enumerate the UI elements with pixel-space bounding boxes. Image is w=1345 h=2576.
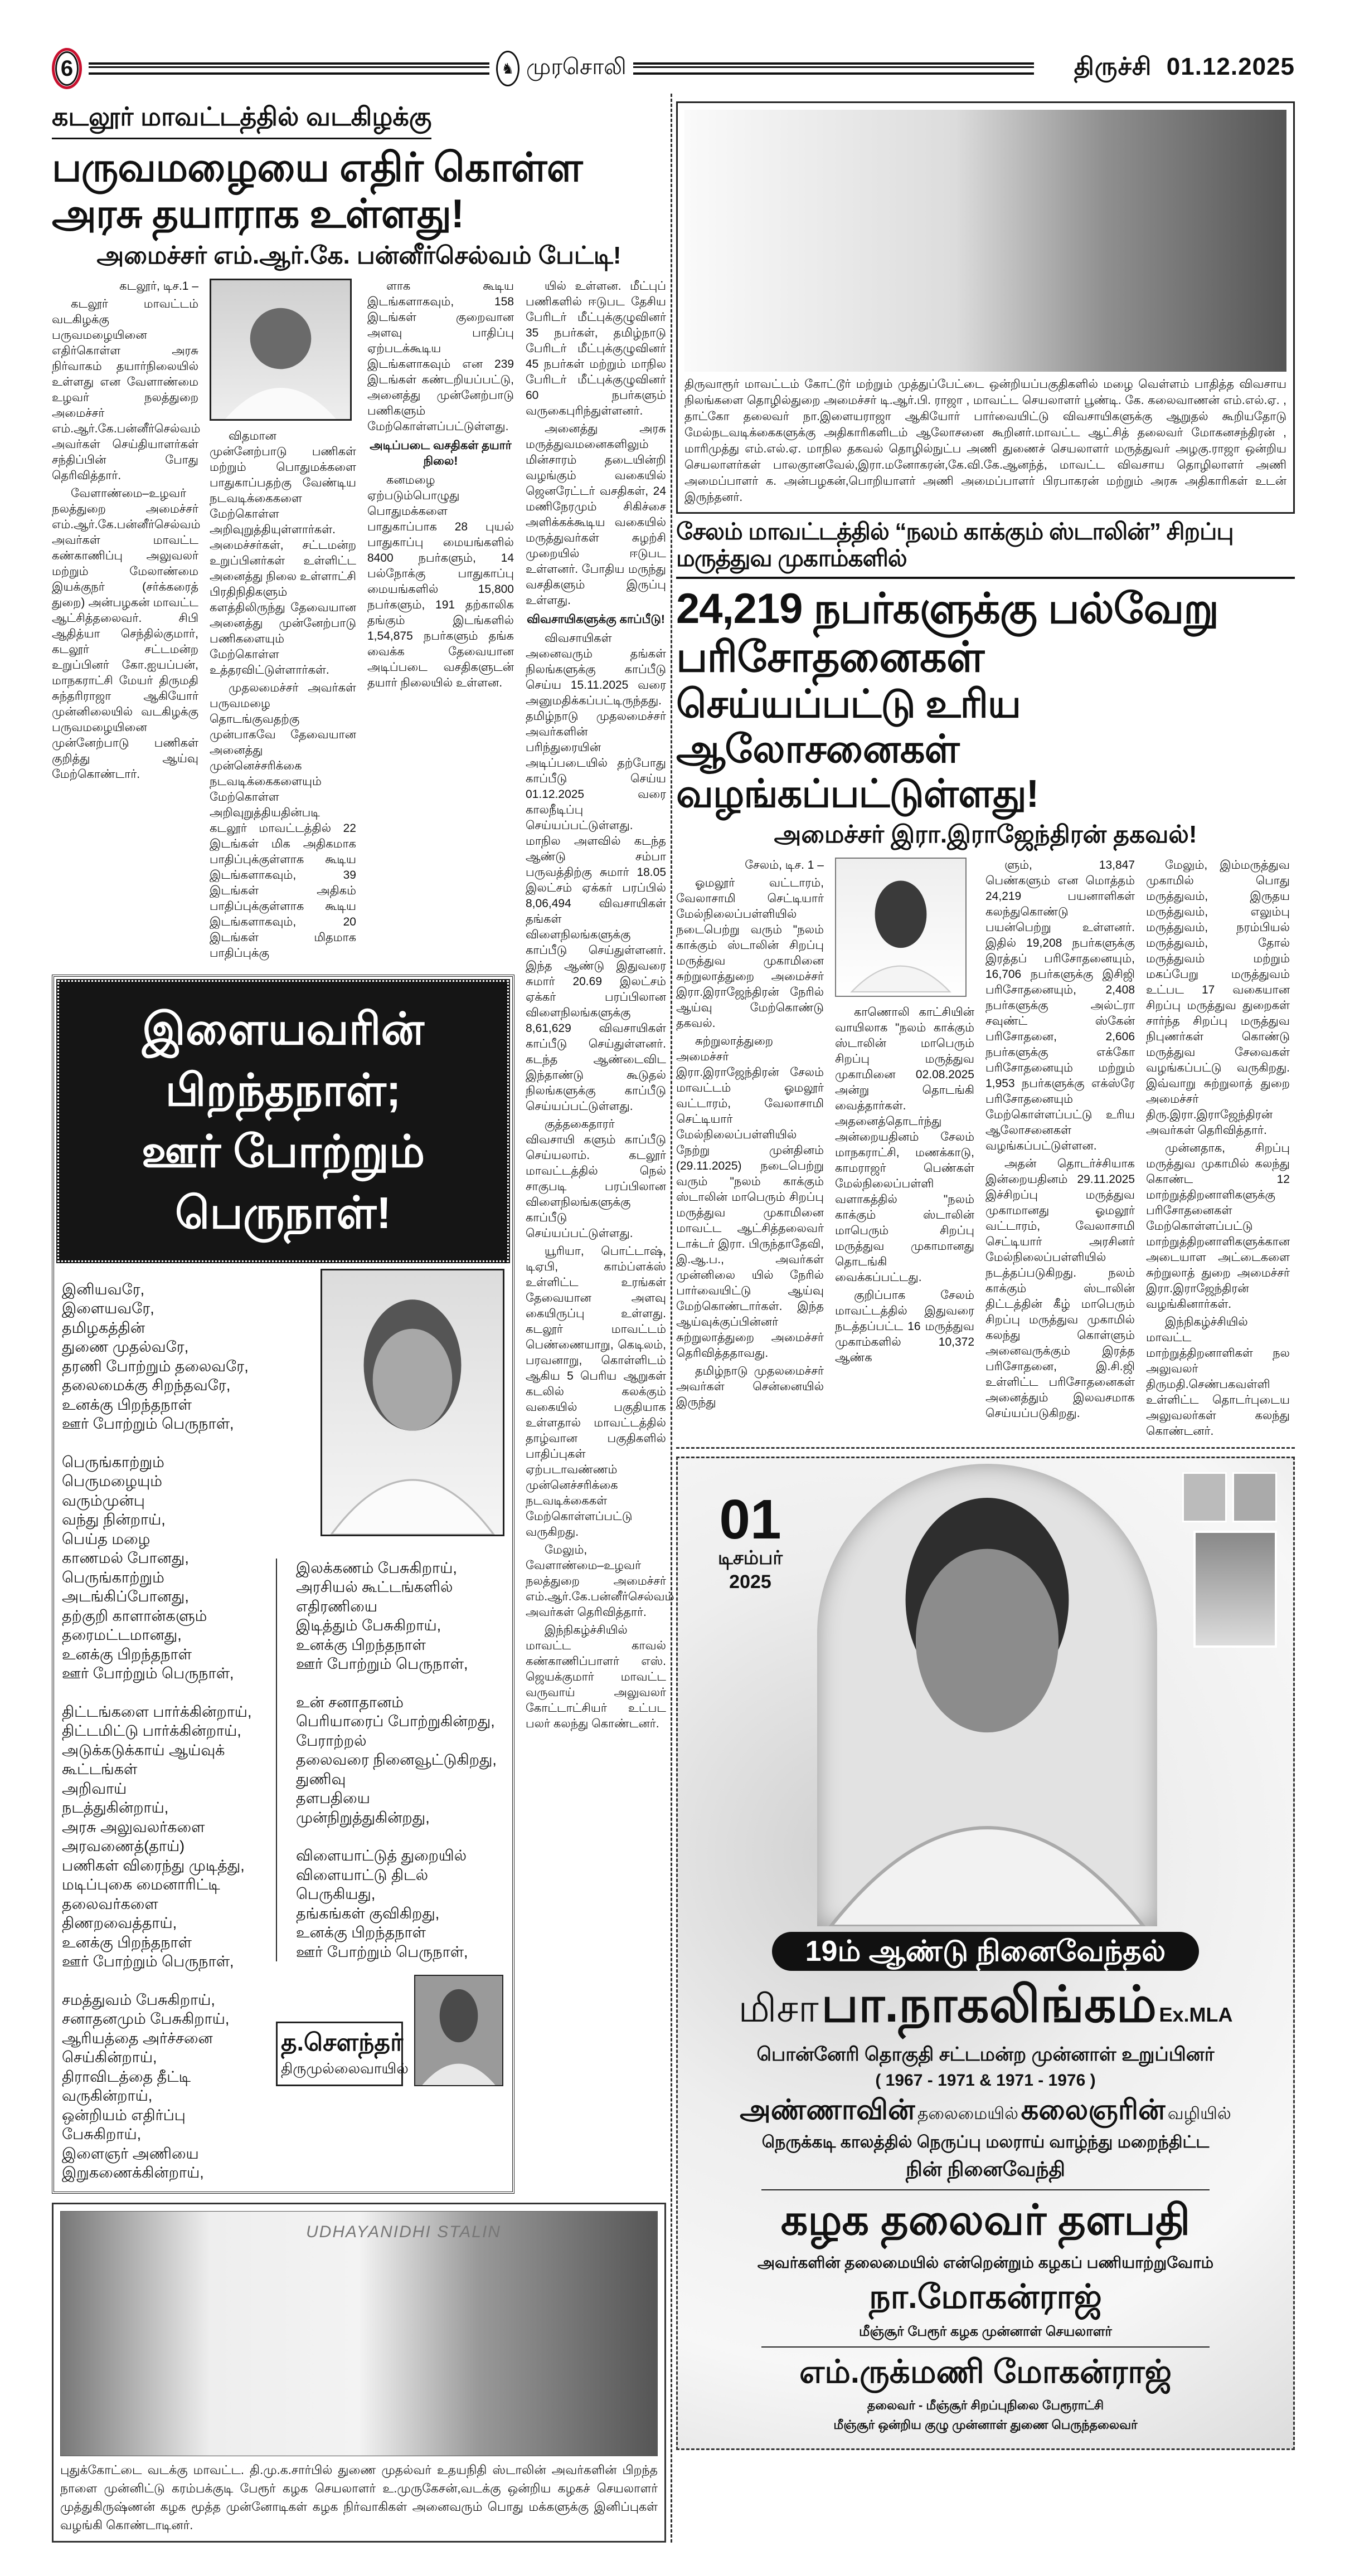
memorial-ad: [676, 1457, 1295, 2450]
header-rule-right: [633, 62, 1034, 75]
udhayanidhi-portrait: [321, 1269, 504, 1536]
article-paragraph: கனமழை ஏற்படும்பொழுது பொதுமக்களை பாதுகாப்பாக 28 புயல் பாதுகாப்பு மையங்களில் 8400 நபர்களும், 14 பல்நோக்கு பாதுகாப்பு மையங்களில் 15,800 நபர்களும், 191 தற்காலிக தங்கும் இடங்களில் 1,54,875 நபர்களும் தங்க வைக்க தேவையான அடிப்படை வசதிகளுடன் தயார் நிலையில் உள்ளன.: [367, 473, 514, 689]
poem-line: பெரியாரைப் போற்றுகின்றது,: [296, 1713, 495, 1730]
photo-banner-text: UDHAYANIDHI STALIN: [306, 2222, 501, 2241]
cuddalore-subtitle: அமைச்சர் எம்.ஆர்.கே. பன்னீர்செல்வம் பேட்டி!: [96, 241, 621, 269]
poem-line: அரவணைத்(தாய்): [62, 1838, 185, 1855]
poem-line: அரசியல் கூட்டங்களில்: [296, 1579, 453, 1596]
article-paragraph: அதன் தொடர்ச்சியாக இன்றையதினம் 29.11.2025 இச்சிறப்பு மருத்துவ முகாமானது ஓமலூர் வட்டாரம், வேலாசாமி செட்டியார் அரசினர் மேல்நிலைப்பள்ளியில் நடத்தப்படுகிறது. நலம் காக்கும் ஸ்டாலின் திட்டத்தின் கீழ் மாபெரும் சிறப்பு மருத்துவ முகாமில் கலந்து கொள்ளும் அனைவருக்கும் இரத்த பரிசோதனை, இ.சி.ஜி உள்ளிட்ட பரிசோதனைகள் அனைத்தும் இலவசமாக செய்யப்படுகிறது.: [985, 1157, 1135, 1420]
poem-line: நடத்துகின்றாய்,: [62, 1799, 169, 1817]
salem-headline-line1: 24,219 நபர்களுக்கு பல்வேறு பரிசோதனைகள்: [676, 585, 1218, 681]
sponsor2-title2: மீஞ்சூர் ஒன்றிய குழு முன்னாள் துணை பெருந்தலைவர்: [833, 2417, 1138, 2432]
left-body: [52, 279, 674, 2194]
signatory-box: [276, 2022, 409, 2086]
page-header: [52, 49, 1295, 88]
cuddalore-columns: [52, 279, 514, 963]
poem-line: தமிழகத்தின்: [62, 1319, 145, 1336]
poem-line: வரும்முன்பு: [62, 1492, 145, 1509]
poem-line: தங்கங்கள் குவிகிறது,: [296, 1905, 440, 1922]
poem-line: அறிவாய்: [62, 1780, 127, 1797]
poem-line: உனக்கு பிறந்தநாள்: [62, 1934, 192, 1951]
periyar-photo: [1182, 1472, 1227, 1522]
poem-line: தரணி போற்றும் தலைவரே,: [62, 1357, 249, 1375]
article-paragraph: குறிப்பாக சேலம் மாவட்டத்தில் இதுவரை நடத்தப்பட்ட 16 மருத்துவ முகாம்களில் 10,372 ஆண்க: [835, 1288, 974, 1364]
article-paragraph: வேளாண்மை–உழவர் நலத்துறை அமைச்சர் எம்.ஆர்.கே.பன்னீர்செல்வம் அவர்கள் மாவட்ட கண்காணிப்பு அலுவலர் மற்றும் மேலாண்மை இயக்குநர் (சர்க்கரைத் துறை) அன்பழகன் மாவட்ட ஆட்சித்தலைவர். சிபி ஆதித்யா செந்தில்குமார், கடலூர் சட்டமன்ற உறுப்பினர் கோ.ஐயப்பன், மாநகராட்சி மேயர் திருமதி சுந்தரிராஜா ஆகியோர் முன்னிலையில் வடகிழக்கு பருவமழையினை முன்னேற்பாடு பணிகள் குறித்து ஆய்வு மேற்கொண்டார்.: [52, 486, 201, 781]
leadership-text: தலைமையில்: [917, 2104, 1018, 2123]
birthday-banner-line2: ஊர் போற்றும் பெருநாள்!: [141, 1126, 425, 1238]
anniversary-banner: 19ம் ஆண்டு நினைவேந்தல்: [772, 1932, 1199, 1971]
poem-line: விளையாட்டு திடல் பெருகியது,: [296, 1866, 429, 1903]
name-suffix: Ex.MLA: [1159, 2003, 1233, 2026]
salem-column-4: [1146, 858, 1290, 1442]
portrait-silhouette-icon: [817, 1464, 1157, 1926]
anna-text: அண்ணாவின்: [740, 2093, 915, 2125]
poem-line: பேராற்றல்: [296, 1732, 367, 1749]
signatory-place: திருமுல்லைவாயில்: [281, 2060, 409, 2077]
poem-line: உன் சனாதானம்: [296, 1693, 404, 1711]
salem-column-2-wrap: [835, 858, 974, 1368]
edition-name: திருச்சி: [1074, 53, 1152, 80]
poem-line: ஊர் போற்றும் பெருநாள்,: [62, 1665, 234, 1682]
left-main: [52, 279, 514, 2194]
memorial-role: பொன்னேரி தொகுதி சட்டமன்ற முன்னாள் உறுப்பினர்: [756, 2043, 1215, 2065]
birthday-ad-body: [57, 1262, 509, 2188]
birthday-celebration-photo: [60, 2211, 658, 2456]
sponsor2-title1: தலைவர் - மீஞ்சூர் சிறப்புநிலை பேரூராட்சி: [867, 2398, 1104, 2412]
poem-line: ஊர் போற்றும் பெருநாள்,: [296, 1943, 468, 1960]
memorial-years: ( 1967 - 1971 & 1971 - 1976 ): [875, 2071, 1096, 2090]
poem-line: இறுகணைக்கின்றாய்,: [62, 2164, 204, 2181]
poem-line: துணை முதல்வரே,: [62, 1338, 189, 1356]
sponsor1-name: நா.மோகன்ராஜ்: [869, 2277, 1102, 2315]
poem-line: துணிவு: [296, 1770, 346, 1788]
poem-line: சமத்துவம் பேசுகிறாய்,: [62, 1991, 215, 2008]
flood-inspection-caption: திருவாரூர் மாவட்டம் கோட்டூர் மற்றும் முத்துப்பேட்டை ஒன்றியப்பகுதிகளில் மழை வெள்ளம் பாதித்த விவசாய நிலங்களை தொழில்துறை அமைச்சர் டி.ஆர்.பி. ராஜா , மாவட்ட செயலாளர் பூண்டி. கே. கலைவாணன் எம்.எல்.ஏ. , தாட்கோ தலைவர் நா.இளையராஜா ஆகியோர் பார்வையிட்டு விவசாயிகளுக்கு ஆறுதல் கூறியதோடு மேல்நடவடிக்கைகளுக்கு அதிகாரிகளிடம் ஆலோசனை கூறினர்.மாவட்ட ஆட்சித் தலைவர் மோகனசந்திரன் , மாரிமுத்து எம்.எல்.ஏ. மாநில தகவல் தொழில்நுட்ப அணி துணைச் செயலாளர் மருத்துவர் அழகு.ராஜா ஒன்றிய செயலாளர்கள் பாலகுானவேல்,இரா.மனோகரன்,கே.வி.கே.ஆனந்த், மாவட்ட விவசாய தொழிலாளர் அணி அமைப்பாளர் க. அன்பழகன்,பொறியாளர் அணி அமைப்பாளர் பிரபாகரன் மற்றும் அரசு அதிகாரிகள் உடன் இருந்தனர்.: [684, 378, 1286, 504]
portrait-silhouette-icon: [836, 859, 965, 996]
article-paragraph: யில் உள்ளன. மீட்புப் பணிகளில் ஈடுபட தேசிய பேரிடர் மீட்புக்குழுவினர் 35 நபர்கள், தமிழ்நாடு பேரிடர் மீட்புக்குழுவினர் 45 நபர்கள் மற்றும் மாநில பேரிடர் மீட்புக்குழுவினர் 60 நபர்களும் வருகைபுரிந்துள்ளனர்.: [526, 279, 666, 417]
poem-line: ஒன்றியம் எதிர்ப்பு பேசுகிறாய்,: [62, 2106, 186, 2143]
stanza-gap: [296, 1827, 504, 1846]
poem-line: கூட்டங்கள்: [62, 1761, 138, 1778]
poem-line: அரசு அலுவலர்களை: [62, 1818, 205, 1835]
kalaignar-text: கலைஞரின்: [1021, 2093, 1166, 2125]
article-paragraph: இந்நிகழ்ச்சியில் மாவட்ட மாற்றுத்திறனாளிகள் நல அலுவலர் திருமதி.செண்பகவள்ளி உள்ளிட்ட தொடர்புடைய அலுவலர்கள் கலந்து கொண்டனர்.: [1146, 1315, 1290, 1438]
poem-line: செய்கின்றாய்,: [62, 2049, 157, 2066]
cuddalore-column-2: [210, 428, 356, 961]
name-prefix: மிசா: [738, 1986, 819, 2030]
poem-line: எதிரணியை: [296, 1598, 377, 1615]
salem-kicker: சேலம் மாவட்டத்தில் “நலம் காக்கும் ஸ்டாலின்” சிறப்பு மருத்துவ முகாம்களில்: [676, 518, 1295, 579]
memorial-ad-artwork: [678, 1458, 1293, 1932]
poem-line: பெருமழையும்: [62, 1473, 163, 1490]
poem-line: இளையவரே,: [62, 1300, 154, 1317]
stanza-gap: [62, 1683, 268, 1702]
portrait-silhouette-icon: [322, 1270, 503, 1535]
portrait-silhouette-icon: [415, 1976, 502, 2085]
stanza-gap: [62, 1971, 268, 1990]
memorial-name: பா.நாகலிங்கம்: [821, 1976, 1157, 2033]
birthday-celebration-caption: புதுக்கோட்டை வடக்கு மாவட்ட. தி.மு.க.சார்பில் துணை முதல்வர் உதயநிதி ஸ்டாலின் அவர்களின் பிறந்த நாளை முன்னிட்டு கரம்பக்குடி பேரூர் கழக செயலாளர் உ.முருகேசன்,வடக்கு ஒன்றிய கழகச் செயலாளர் முத்துகிருஷ்ணன் கழக மூத்த முன்னோடிகள் கழக நிர்வாகிகள் அனைவரும் பொது மக்களுக்கு இனிப்புகள் வழங்கி கொண்டாடினர்.: [60, 2462, 658, 2532]
poem-line: திட்டமிட்டு பார்க்கின்றாய்,: [62, 1722, 241, 1740]
article-subhead: அடிப்படை வசதிகள் தயார் நிலை!: [370, 439, 512, 468]
flood-inspection-photo-box: [676, 101, 1295, 514]
page-number-badge: [52, 48, 82, 89]
poem-line: ஆரியத்தை அர்ச்சனை: [62, 2029, 213, 2047]
salem-columns: [676, 858, 1295, 1442]
issue-date: 01.12.2025: [1166, 53, 1295, 80]
cuddalore-column-1: [52, 279, 201, 785]
stanza-gap: [62, 1434, 268, 1453]
poem-line: உனக்கு பிறந்தநாள்: [296, 1636, 426, 1653]
article-paragraph: ளாக கூடிய இடங்களாகவும், 158 இடங்கள் குறைவான அளவு பாதிப்பு ஏற்படக்கூடிய இடங்களாகவும் என 239 இடங்கள் கண்டறியப்பட்டு, அனைத்து முன்னேற்பாடு பணிகளும் மேற்கொள்ளப்பட்டுள்ளது.: [367, 279, 514, 433]
page-body: [52, 94, 1295, 2543]
birthday-banner-line1: இளையவரின் பிறந்தநாள்;: [142, 1004, 424, 1115]
article-paragraph: அனைத்து அரசு மருத்துவமனைகளிலும் மின்சாரம் தடையின்றி வழங்கும் வகையில் ஜெனரேட்டர் வசதிகள், 24 மணிநேரமும் சிகிச்சை அளிக்கக்கூடிய வகையில் மருத்துவர்கள் சுழற்சி முறையில் ஈடுபட உள்ளனர். போதிய மருந்து வசதிகளும் இருப்பு உள்ளது.: [526, 422, 666, 607]
article-paragraph: சுற்றுலாத்துறை அமைச்சர் இரா.இராஜேந்திரன் சேலம் மாவட்டம் ஓமலூர் வட்டாரம், வேலாசாமி செட்டியார் மேல்நிலைப்பள்ளியில் நேற்று முன்தினம் (29.11.2025) நடைபெற்று வரும் "நலம் காக்கும் ஸ்டாலின் மாபெரும் சிறப்பு மருத்துவ முகாமினை மாவட்ட ஆட்சித்தலைவர் டாக்டர் இரா. பிருந்தாதேவி, இ.ஆ.ப., அவர்கள் முன்னிலை யில் நேரில் பார்வையிட்டு ஆய்வு மேற்கொண்டார்கள். இந்த ஆய்வுக்குப்பின்னர் சுற்றுலாத்துறை அமைச்சர் தெரிவித்ததாவது.: [676, 1034, 824, 1360]
salem-column-1: [676, 858, 824, 1413]
article-paragraph: கடலூர் மாவட்டம் வடகிழக்கு பருவமழையினை எதிர்கொள்ள அரசு நிர்வாகம் தயார்நிலையில் உள்ளது என வேளாண்மை உழவர் நலத்துறை அமைச்சர் எம்.ஆர்.கே.பன்னீர்செல்வம் அவர்கள் செய்தியாளர்கள் சந்திப்பின் போது தெரிவித்தார்.: [52, 297, 201, 482]
birthday-greeting-ad: [52, 975, 514, 2194]
memorial-month: டிசம்பர்: [717, 1547, 783, 1569]
cuddalore-column-3: [367, 279, 514, 693]
poem-line: வருகின்றாய்,: [62, 2087, 153, 2105]
memorial-leader: கழக தலைவர் தளபதி: [780, 2196, 1191, 2244]
poem-line: உனக்கு பிறந்தநாள்: [62, 1396, 192, 1413]
minister-rajendran-photo: [835, 858, 967, 997]
poem-line: உனக்கு பிறந்தநாள்: [62, 1645, 192, 1663]
page-number: 6: [60, 56, 74, 81]
salem-column-2: [835, 1005, 974, 1366]
left-half: [52, 94, 674, 2543]
nagalingam-portrait: [817, 1464, 1157, 1926]
poem-line: திட்டங்களை பார்க்கின்றாய்,: [62, 1703, 252, 1720]
poem-line: விளையாட்டுத் துறையில்: [296, 1847, 467, 1864]
kalaignar-photo: [1193, 1531, 1277, 1648]
article-paragraph: யூரியா, பொட்டாஷ், டிஏபி, காம்ப்ளக்ஸ் உள்ளிட்ட உரங்கள் தேவையான அளவு கையிருப்பு உள்ளது. கடலூர் மாவட்டம் பெண்ணையாறு, கெடிலம், பரவனாறு, கொள்ளிடம் ஆகிய 5 பெரிய ஆறுகள் கடலில் கலக்கும் வகையில் பகுதியாக உள்ளதால் மாவட்டத்தில் தாழ்வான பகுதிகளில் பாதிப்புகள் ஏற்படாவண்ணம் முன்னெச்சரிக்கை நடவடிக்கைகள் மேற்கொள்ளப்பட்டு வருகிறது.: [526, 1244, 666, 1538]
memorial-tribute-end: நின் நினைவேந்தி: [905, 2157, 1066, 2180]
poem-line: திராவிடத்தை தீட்டி: [62, 2068, 191, 2085]
cuddalore-column-2-wrap: [210, 279, 356, 963]
cuddalore-kicker: கடலூர் மாவட்டத்தில் வடகிழக்கு: [52, 101, 431, 139]
page-column-divider: [671, 94, 672, 2543]
memorial-date: [700, 1488, 800, 1593]
cuddalore-column-4: [526, 279, 674, 1734]
poem-line: தலைவர்களை திணறவைத்தாய்,: [62, 1895, 177, 1932]
poem-line: மடிப்புகை மைனாரிட்டி: [62, 1876, 220, 1893]
article-paragraph: மேலும், வேளாண்மை–உழவர் நலத்துறை அமைச்சர் எம்.ஆர்.கே.பன்னீர்செல்வம் அவர்கள் தெரிவித்தார்.: [526, 1543, 674, 1619]
memorial-name-line: [700, 1976, 1271, 2041]
poem-line: ஊர் போற்றும் பெருநாள்,: [62, 1953, 234, 1970]
sponsor2-name: எம்.ருக்மணி மோகன்ராஜ்: [799, 2353, 1172, 2390]
article-paragraph: விவசாயிகள் அனைவரும் தங்கள் நிலங்களுக்கு காப்பீடு செய்ய 15.11.2025 வரை அனுமதிக்கப்பட்டிருந்தது. தமிழ்நாடு முதலமைச்சர் அவர்களின் பரிந்துரையின் அடிப்படையில் தற்போது காப்பீடு செய்ய 01.12.2025 வரை காலநீடிப்பு செய்யப்பட்டுள்ளது. மாநில அளவில் கடந்த ஆண்டு சம்பா பருவத்திற்கு சுமார் 18.05 இலட்சம் ஏக்கர் பரப்பில் 8,06,494 விவசாயிகள் தங்கள் விளைநிலங்களுக்கு காப்பீடு செய்துள்ளனர். இந்த ஆண்டு இதுவரை சுமார் 20.69 இலட்சம் ஏக்கர் பரப்பிலான விளைநிலங்களுக்கு 8,61,629 விவசாயிகள் காப்பீடு செய்துள்ளனர். கடந்த ஆண்டைவிட இந்தாண்டு கூடுதல் நிலங்களுக்கு காப்பீடு செய்யப்பட்டுள்ளது.: [526, 631, 666, 1113]
poem-line: இடித்தும் பேசுகிறாய்,: [296, 1617, 441, 1634]
poem-line: பெய்த மழை: [62, 1530, 150, 1547]
memorial-tribute: நெருக்கடி காலத்தில் நெருப்பு மலராய் வாழ்ந்து மறைந்திட்ட: [761, 2132, 1210, 2151]
article-dateline: கடலூர், டிச.1 –: [119, 279, 198, 293]
edition-date: [1074, 53, 1295, 84]
article-paragraph: இந்நிகழ்ச்சியில் மாவட்ட காவல் கண்காணிப்பாளர் எஸ். ஜெயக்குமார் மாவட்ட வருவாய் அலுவலர் கோட்டாட்சியர் உட்பட பலர் கலந்து கொண்டனர்.: [526, 1623, 666, 1730]
minister-panneerselvam-photo: [210, 279, 352, 421]
poem-line: தற்குறி காளான்களும்: [62, 1607, 207, 1624]
memorial-lineage: [700, 2093, 1271, 2130]
article-paragraph: குத்தகைதாரர் விவசாயி களும் காப்பீடு செய்யலாம். கடலூர் மாவட்டத்தில் நெல் சாகுபடி பரப்பிலான விளைநிலங்களுக்கு காப்பீடு செய்யப்பட்டுள்ளது.: [526, 1117, 666, 1240]
poem-line: இலக்கணம் பேசுகிறாய்,: [296, 1559, 457, 1576]
cuddalore-headline: பருவமழையை எதிர் கொள்ள அரசு தயாராக உள்ளது!: [52, 145, 582, 236]
portrait-silhouette-icon: [211, 280, 350, 419]
stanza-gap: [296, 1674, 504, 1693]
birthday-banner: [57, 980, 509, 1262]
birthday-celebration-photo-box: [52, 2203, 666, 2543]
memorial-pledge: அவர்களின் தலைமையில் என்றென்றும் கழகப் பணியாற்றுவோம்: [757, 2253, 1214, 2271]
poem-line: பெருங்காற்றும்: [62, 1453, 164, 1470]
article-paragraph: ஓமலூர் வட்டாரம், வேலாசாமி செட்டியார் மேல்நிலைப்பள்ளியில் நடைபெற்று வரும் "நலம் காக்கும் ஸ்டாலின் சிறப்பு மருத்துவ முகாமினை சுற்றுலாத்துறை அமைச்சர் இரா.இராஜேந்திரன் நேரில் ஆய்வு மேற்கொண்டு தகவல்.: [676, 876, 824, 1030]
memorial-rule-2: [761, 2346, 1210, 2348]
memorial-day: 01: [719, 1488, 781, 1551]
masthead-title: முரசொலி: [526, 55, 627, 79]
flood-inspection-photo: [684, 110, 1286, 372]
poem-right: [276, 1559, 504, 1962]
poem-line: இளைஞர் அணியை: [62, 2145, 199, 2162]
signatory-name: த.சௌந்தர்: [281, 2029, 404, 2057]
poem-line: ஊர் போற்றும் பெருநாள்,: [62, 1415, 234, 1433]
poem-line: தரைமட்டமானது,: [62, 1627, 182, 1644]
poem-line: வந்து நின்றாய்,: [62, 1511, 166, 1528]
poem-line: தளபதியை முன்நிறுத்துகின்றது,: [296, 1790, 430, 1826]
article-paragraph: முதலமைச்சர் அவர்கள் பருவமழை தொடங்குவதற்கு முன்பாகவே தேவையான அனைத்து முன்னெச்சரிக்கை நடவடிக்கைகளையும் மேற்கொள்ள அறிவுறுத்தியதின்படி கடலூர் மாவட்டத்தில் 22 இடங்கள் மிக அதிகமாக பாதிப்புக்குள்ளாக கூடிய இடங்களாகவும், 39 இடங்கள் அதிகம் பாதிப்புக்குள்ளாக கூடிய இடங்களாகவும், 20 இடங்கள் மிதமாக பாதிப்புக்கு: [210, 681, 356, 960]
signatory-row: [276, 1975, 504, 2086]
anna-photo: [1232, 1472, 1277, 1522]
article-paragraph: தமிழ்நாடு முதலமைச்சர் அவர்கள் சென்னையில் இருந்து: [676, 1364, 824, 1409]
poem-line: சனாதனமும் பேசுகிறாய்,: [62, 2010, 230, 2028]
path-text: வழியில்: [1167, 2104, 1231, 2123]
poem-line: பெருங்காற்றும் அடங்கிப்போனது,: [62, 1569, 189, 1605]
salem-bottom-rule: [676, 1447, 1295, 1449]
right-half: [676, 94, 1295, 2450]
poem-line: தலைவரை நினைவூட்டுகிறது,: [296, 1751, 497, 1769]
article-paragraph: ளும், 13,847 பெண்களும் என மொத்தம் 24,219 பயனாளிகள் கலந்துகொண்டு பயன்பெற்று உள்ளனர். இதில் 19,208 நபர்களுக்கு இரத்தப் பரிசோதனையும், 16,706 நபர்களுக்கு இசிஜி பரிசோதனையும், 2,408 நபர்களுக்கு அல்ட்ரா சவுண்ட் ஸ்கேன் பரிசோதனை, 2,606 நபர்களுக்கு எக்கோ பரிசோதனையும் மற்றும் 1,953 நபர்களுக்கு எக்ஸ்ரே பரிசோதனையும் மேற்கொள்ளப்பட்டு உரிய ஆலோசனைகள் வழங்கப்பட்டுள்ளன.: [985, 858, 1135, 1152]
signatory-photo: [414, 1975, 503, 2086]
poem-line: உனக்கு பிறந்தநாள்: [296, 1924, 426, 1941]
birthday-ad-right: [276, 1269, 504, 2183]
poem-line: பணிகள் விரைந்து முடித்து,: [62, 1857, 245, 1874]
header-rule-left: [89, 62, 489, 75]
article-subhead: விவசாயிகளுக்கு காப்பீடு!: [527, 612, 665, 626]
salem-headline-line2: செய்யப்பட்டு உரிய ஆலோசனைகள் வழங்கப்பட்டுள்ளது!: [676, 682, 1039, 816]
article-paragraph: விதமான முன்னேற்பாடு பணிகள் மற்றும் பொதுமக்களை பாதுகாப்பதற்கு வேண்டிய நடவடிக்கைகளை மேற்கொள்ள அறிவுறுத்தியுள்ளார்கள். அமைச்சர்கள், சட்டமன்ற உறுப்பினர்கள் உள்ளிட்ட அனைத்து நிலை உள்ளாட்சி பிரதிநிதிகளும் களத்திலிருந்து தேவையான அனைத்து முன்னேற்பாடு பணிகளையும் மேற்கொள்ள உத்தரவிட்டுள்ளார்கள்.: [210, 429, 356, 676]
article-dateline: சேலம், டிச. 1 –: [745, 858, 824, 871]
poem-left: [62, 1269, 268, 2183]
poem-line: காணமல் போனது,: [62, 1550, 189, 1567]
salem-subtitle: அமைச்சர் இரா.இராஜேந்திரன் தகவல்!: [774, 820, 1197, 848]
poem-line: ஊர் போற்றும் பெருநாள்,: [296, 1655, 468, 1673]
poem-line: அடுக்கடுக்காய் ஆய்வுக்: [62, 1741, 225, 1759]
masthead-logo-icon: ♞: [496, 51, 519, 86]
memorial-year: 2025: [729, 1571, 771, 1593]
article-paragraph: காணொலி காட்சியின் வாயிலாக "நலம் காக்கும் ஸ்டாலின் மாபெரும் சிறப்பு மருத்துவ முகாமினை 02.08.2025 அன்று தொடங்கி வைத்தார்கள். அதனைத்தொடர்ந்து அன்றையதினம் சேலம் மாநகராட்சி, மணக்காடு, காமராஜர் பெண்கள் மேல்நிலைப்பள்ளி வளாகத்தில் "நலம் காக்கும் ஸ்டாலின் மாபெரும் சிறப்பு மருத்துவ முகாமானது தொடங்கி வைக்கப்பட்டது.: [835, 1005, 974, 1284]
salem-column-3: [985, 858, 1135, 1424]
article-paragraph: முன்னதாக, சிறப்பு மருத்துவ முகாமில் கலந்து கொண்ட 12 மாற்றுத்திறனாளிகளுக்கு பரிசோதனைகள் மேற்கொள்ளப்பட்டு மாற்றுத்திறனாளிகளுக்கான அடையாள அட்டைகளை சுற்றுலாத் துறை அமைச்சர் இரா.இராஜேந்திரன் வழங்கினார்கள்.: [1146, 1141, 1290, 1311]
article-paragraph: மேலும், இம்மருத்துவ முகாமில் பொது மருத்துவம், இருதய மருத்துவம், எலும்பு மருத்துவம், நரம்பியல் மருத்துவம், தோல் மருத்துவம் மற்றும் மகப்பேறு மருத்துவம் உட்பட 17 வகையான சிறப்பு மருத்துவ துறைகள் சார்ந்த சிறப்பு மருத்துவ நிபுணர்கள் கொண்டு மருத்துவ சேவைகள் வழங்கப்பட்டு வருகிறது. இவ்வாறு சுற்றுலாத் துறை அமைச்சர் திரு.இரா.இராஜேந்திரன் அவர்கள் தெரிவித்தார்.: [1146, 858, 1290, 1137]
sponsor1-title: மீஞ்சூர் பேரூர் கழக முன்னாள் செயலாளர்: [859, 2324, 1112, 2339]
memorial-rule-1: [761, 2189, 1210, 2190]
poem-line: இனியவரே,: [62, 1280, 145, 1298]
poem-line: தலைமைக்கு சிறந்தவரே,: [62, 1377, 231, 1394]
